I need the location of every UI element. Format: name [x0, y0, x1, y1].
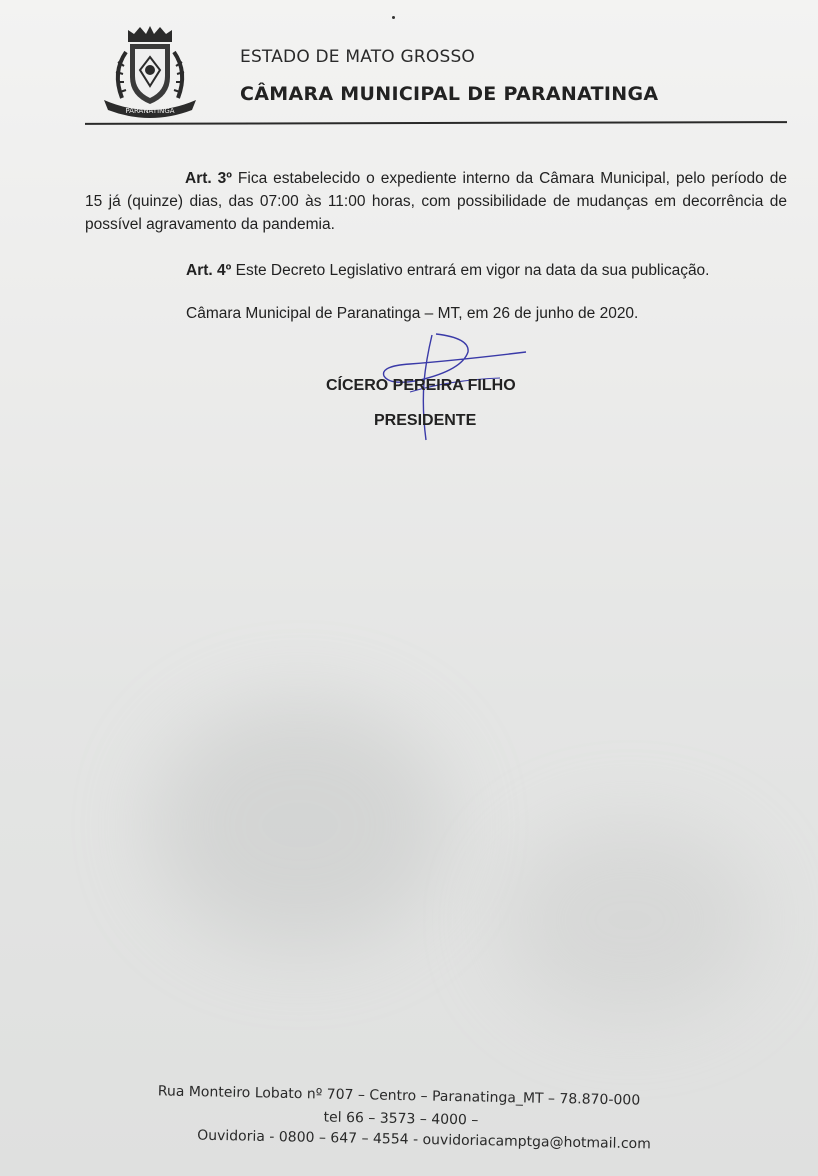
paper-shadow — [150, 700, 450, 950]
footer-address: Rua Monteiro Lobato nº 707 – Centro – Paranatinga_MT – 78.870-000 — [157, 1083, 641, 1109]
article-3-label: Art. 3º — [185, 170, 232, 187]
place-date-line: Câmara Municipal de Paranatinga – MT, em 26 de junho de 2020. — [186, 305, 639, 322]
footer-phone: tel 66 – 3573 – 4000 – — [323, 1109, 479, 1129]
signatory-name: CÍCERO PEREIRA FILHO — [326, 377, 516, 394]
signatory-role: PRESIDENTE — [374, 412, 477, 429]
article-3-text: Fica estabelecido o expediente interno da Câmara Municipal, pelo período de 15 já (quinze) dias, das 07:00 às 11:00 horas, com possibilidade de mudanças em decorrência de possível agravamento da pandemia. — [85, 170, 787, 233]
article-4-label: Art. 4º — [186, 262, 232, 279]
paper-speck — [392, 16, 395, 19]
article-3-paragraph — [85, 167, 787, 236]
article-4-text: Este Decreto Legislativo entrará em vigor na data da sua publicação. — [231, 262, 710, 279]
header-divider — [85, 121, 787, 125]
seal-ribbon-text: PARANATINGA — [125, 107, 175, 115]
state-heading: ESTADO DE MATO GROSSO — [240, 47, 476, 67]
municipal-seal-logo — [100, 22, 200, 118]
article-4-paragraph — [186, 259, 786, 282]
footer-ombudsman: Ouvidoria - 0800 – 647 – 4554 - ouvidoriacamptga@hotmail.com — [197, 1127, 651, 1153]
paper-shadow — [500, 820, 760, 1020]
chamber-heading: CÂMARA MUNICIPAL DE PARANATINGA — [240, 83, 659, 105]
